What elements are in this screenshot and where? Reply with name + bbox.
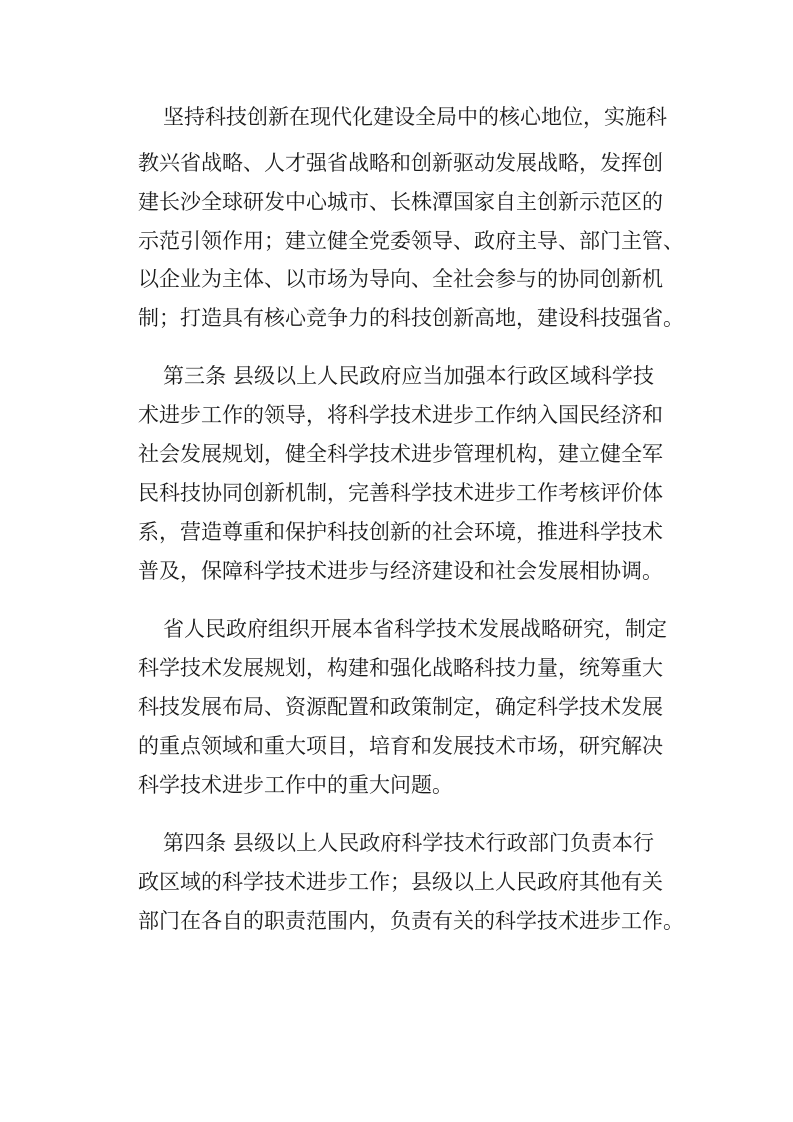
paragraph-line: 社会发展规划，健全科学技术进步管理机构，建立健全军	[138, 442, 663, 466]
paragraph-line: 政区域的科学技术进步工作；县级以上人民政府其他有关	[138, 870, 663, 894]
paragraph-line: 省人民政府组织开展本省科学技术发展战略研究，制定	[163, 617, 667, 641]
paragraph-line: 系，营造尊重和保护科技创新的社会环境，推进科学技术	[138, 520, 663, 544]
paragraph-line: 建长沙全球研发中心城市、长株潭国家自主创新示范区的	[138, 190, 663, 214]
paragraph-line: 部门在各自的职责范围内，负责有关的科学技术进步工作。	[138, 909, 684, 933]
paragraph-line: 科技发展布局、资源配置和政策制定，确定科学技术发展	[138, 695, 663, 719]
paragraph-line: 以企业为主体、以市场为导向、全社会参与的协同创新机	[138, 267, 663, 291]
paragraph-line: 第三条 县级以上人民政府应当加强本行政区域科学技	[163, 364, 654, 388]
paragraph-line: 制；打造具有核心竞争力的科技创新高地，建设科技强省。	[138, 306, 684, 330]
paragraph-line: 示范引领作用；建立健全党委领导、政府主导、部门主管、	[138, 229, 684, 253]
paragraph-line: 的重点领域和重大项目，培育和发展技术市场，研究解决	[138, 734, 663, 758]
paragraph-line: 坚持科技创新在现代化建设全局中的核心地位，实施科	[163, 105, 667, 129]
paragraph-line: 民科技协同创新机制，完善科学技术进步工作考核评价体	[138, 481, 663, 505]
paragraph-line: 第四条 县级以上人民政府科学技术行政部门负责本行	[163, 831, 654, 855]
paragraph-line: 科学技术进步工作中的重大问题。	[138, 773, 453, 797]
paragraph-line: 科学技术发展规划，构建和强化战略科技力量，统筹重大	[138, 656, 663, 680]
paragraph-line: 教兴省战略、人才强省战略和创新驱动发展战略，发挥创	[138, 151, 663, 175]
paragraph-line: 普及，保障科学技术进步与经济建设和社会发展相协调。	[138, 559, 663, 583]
paragraph-line: 术进步工作的领导，将科学技术进步工作纳入国民经济和	[138, 403, 663, 427]
